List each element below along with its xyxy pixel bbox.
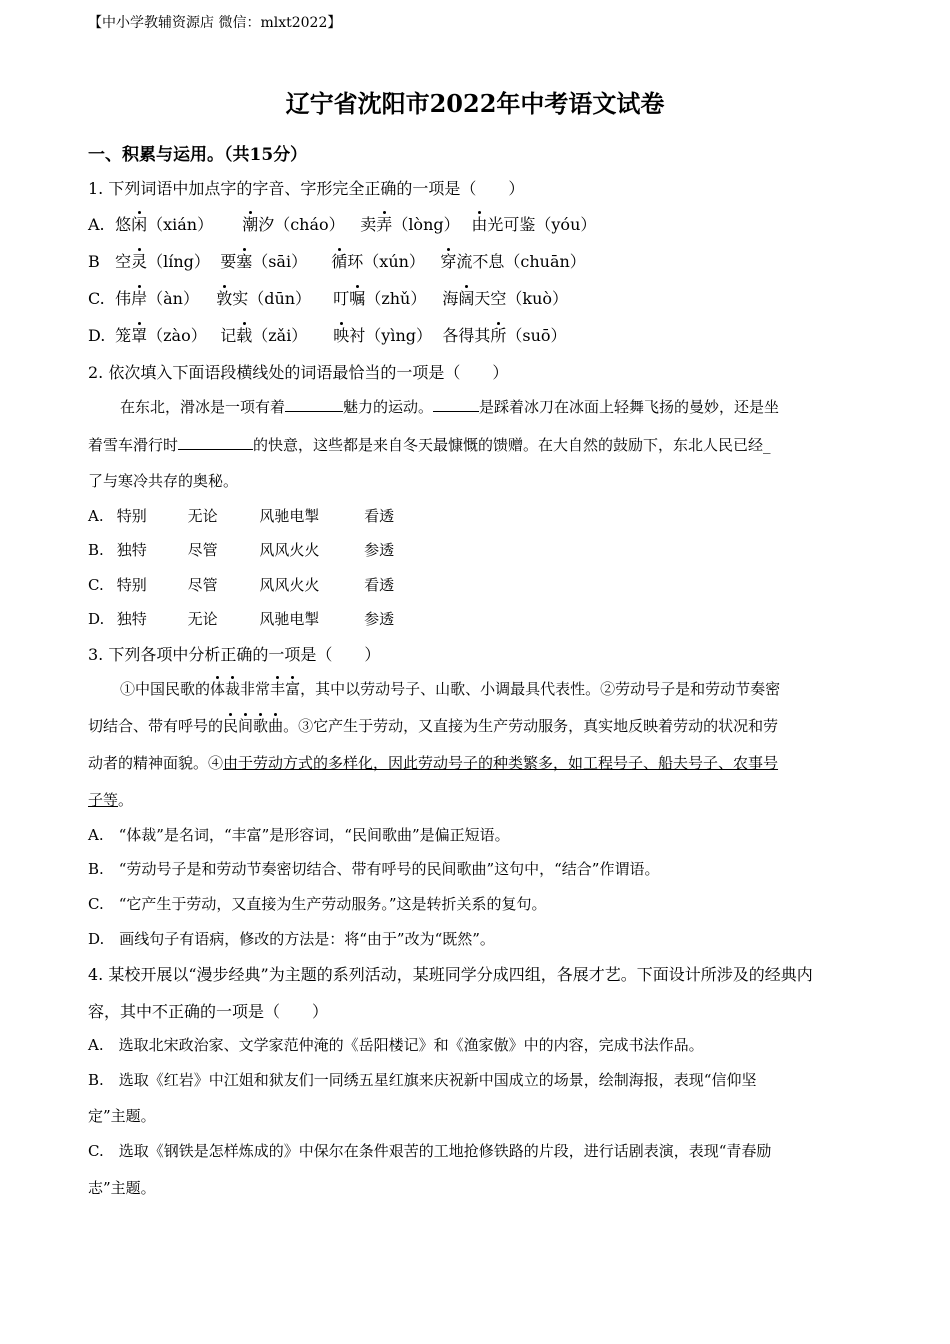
q3-option-b[interactable]: B. “劳动号子是和劳动节奏密切结合、带有呼号的民间歌曲”这句中，“结合”作谓语。 — [88, 860, 660, 878]
q4-option-b-line-1[interactable]: B. 选取《红岩》中江姐和狱友们一同绣五星红旗来庆祝新中国成立的场景，绘制海报，表现“信仰坚 — [88, 1071, 757, 1089]
q4-option-c-line-1[interactable]: C. 选取《钢铁是怎样炼成的》中保尔在条件艰苦的工地抢修铁路的片段，进行话剧表演，表现“青春励 — [88, 1142, 772, 1160]
q3-option-d[interactable]: D. 画线句子有语病，修改的方法是：将“由于”改为“既然”。 — [88, 930, 495, 948]
q4-option-a[interactable]: A. 选取北宋政治家、文学家范仲淹的《岳阳楼记》和《渔家傲》中的内容，完成书法作品。 — [88, 1036, 704, 1054]
q1-stem: 1. 下列词语中加点字的字音、字形完全正确的一项是（ ） — [88, 179, 525, 198]
q1-option-b[interactable]: B 空灵（líng） 要塞（sāi） 循环（xún） 穿流不息（chuān） — [88, 252, 586, 271]
q3-passage-line-3: 动者的精神面貌。④由于劳动方式的多样化，因此劳动号子的种类繁多，如工程号子、船夫号子、农事号 — [88, 754, 779, 772]
q2-passage-line-3: 了与寒冷共存的奥秘。 — [88, 472, 239, 490]
q3-passage-line-2: 切结合、带有呼号的民间歌曲。③它产生于劳动，又直接为生产劳动服务，真实地反映着劳动的状况和劳 — [88, 717, 779, 735]
fill-blank-3 — [178, 435, 253, 450]
q1-option-a[interactable]: A. 悠闲（xián） 潮汐（cháo） 卖弄（lòng） 由光可鉴（yóu） — [88, 215, 597, 234]
q2-option-a[interactable]: A. 特别 无论 风驰电掣 看透 — [88, 507, 395, 525]
q4-option-c-line-2[interactable]: 志”主题。 — [88, 1179, 156, 1197]
q4-stem-line-2: 容，其中不正确的一项是（ ） — [88, 1002, 329, 1021]
q2-option-b[interactable]: B. 独特 尽管 风风火火 参透 — [88, 541, 395, 559]
q3-option-a[interactable]: A. “体裁”是名词，“丰富”是形容词，“民间歌曲”是偏正短语。 — [88, 826, 510, 844]
q1-option-d[interactable]: D. 笼罩（zào） 记载（zǎi） 映衬（yìng） 各得其所（suō） — [88, 326, 567, 345]
q1-option-c[interactable]: C. 伟岸（àn） 敦实（dūn） 叮嘱（zhǔ） 海阔天空（kuò） — [88, 289, 569, 308]
fill-blank-2 — [433, 397, 479, 412]
q3-passage-line-1: ①中国民歌的体裁非常丰富，其中以劳动号子、山歌、小调最具代表性。②劳动号子是和劳动节奏密 — [120, 680, 781, 698]
underlined-sentence: 由于劳动方式的多样化，因此劳动号子的种类繁多，如工程号子、船夫号子、农事号 — [223, 754, 779, 772]
section-heading: 一、积累与运用。（共15分） — [88, 145, 308, 165]
q3-passage-line-4: 子等。 — [88, 791, 134, 809]
q2-stem: 2. 依次填入下面语段横线处的词语最恰当的一项是（ ） — [88, 363, 509, 382]
q2-passage-line-2: 着雪车滑行时 的快意，这些都是来自冬天最慷慨的馈赠。在大自然的鼓励下，东北人民已经_ — [88, 436, 771, 454]
header-source: 【中小学教辅资源店 微信：mlxt2022】 — [88, 15, 342, 31]
fill-blank-1 — [285, 397, 343, 412]
q4-stem-line-1: 4. 某校开展以“漫步经典”为主题的系列活动，某班同学分成四组，各展才艺。下面设计所涉及的经典内 — [88, 965, 813, 984]
page-title: 辽宁省沈阳市2022年中考语文试卷 — [285, 89, 665, 118]
q2-passage-line-1: 在东北，滑冰是一项有着 魅力的运动。 是踩着冰刀在冰面上轻舞飞扬的曼妙，还是坐 — [120, 398, 780, 416]
q2-option-d[interactable]: D. 独特 无论 风驰电掣 参透 — [88, 610, 395, 628]
q3-option-c[interactable]: C. “它产生于劳动，又直接为生产劳动服务。”这是转折关系的复句。 — [88, 895, 547, 913]
q4-option-b-line-2[interactable]: 定”主题。 — [88, 1107, 156, 1125]
q2-option-c[interactable]: C. 特别 尽管 风风火火 看透 — [88, 576, 395, 594]
q3-stem: 3. 下列各项中分析正确的一项是（ ） — [88, 645, 381, 664]
